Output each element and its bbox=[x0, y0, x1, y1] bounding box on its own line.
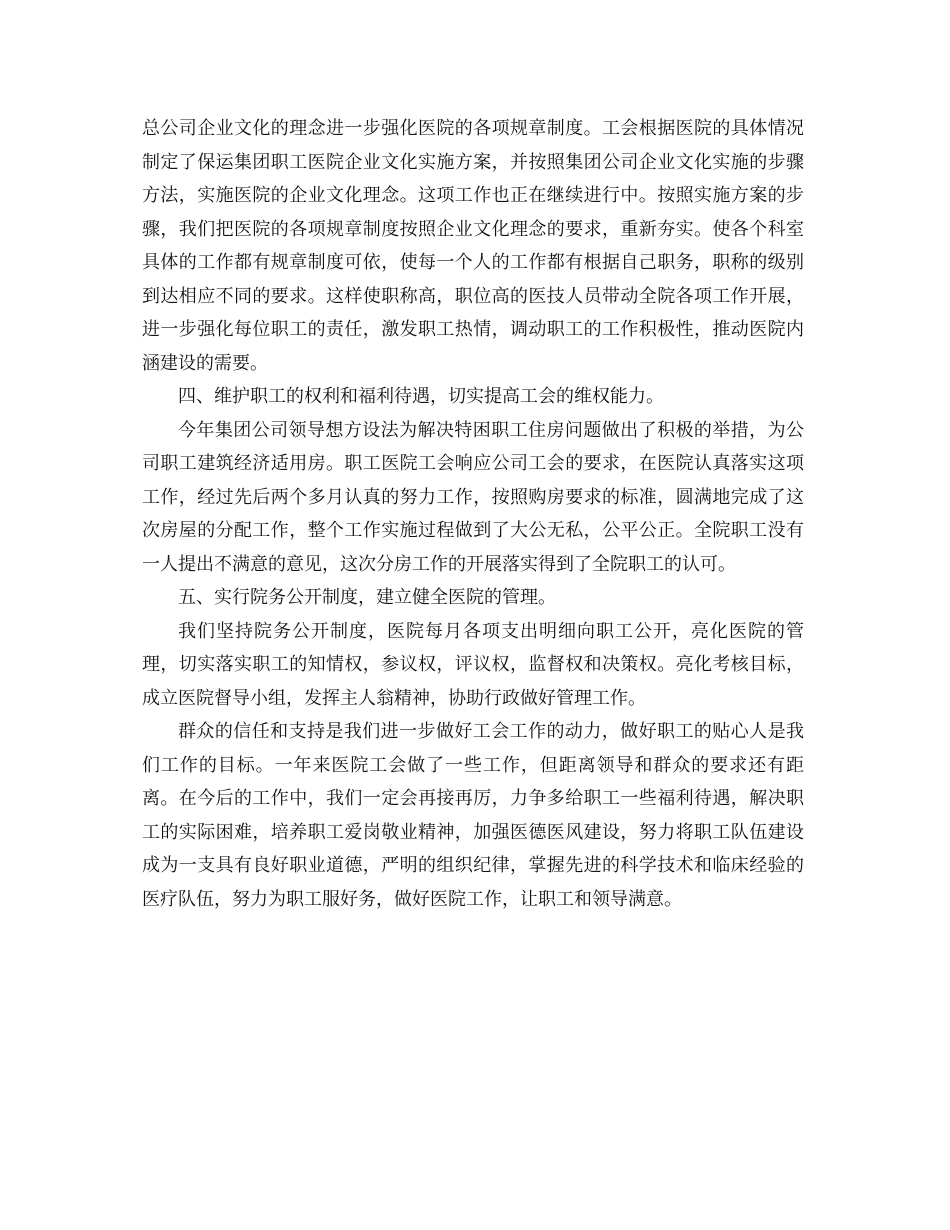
document-body bbox=[142, 112, 804, 916]
paragraph-housing: 今年集团公司领导想方设法为解决特困职工住房问题做出了积极的举措，为公司职工建筑经济适用房。职工医院工会响应公司工会的要求，在医院认真落实这项工作，经过先后两个多月认真的努力工作，按照购房要求的标准，圆满地完成了这次房屋的分配工作，整个工作实施过程做到了大公无私，公平公正。全院职工没有一人提出不满意的意见，这次分房工作的开展落实得到了全院职工的认可。 bbox=[142, 419, 804, 575]
paragraph-conclusion: 群众的信任和支持是我们进一步做好工会工作的动力，做好职工的贴心人是我们工作的目标。一年来医院工会做了一些工作，但距离领导和群众的要求还有距离。在今后的工作中，我们一定会再接再厉，力争多给职工一些福利待遇，解决职工的实际困难，培养职工爱岗敬业精神，加强医德医风建设，努力将职工队伍建设成为一支具有良好职业道德，严明的组织纪律，掌握先进的科学技术和临床经验的医疗队伍，努力为职工服好务，做好医院工作，让职工和领导满意。 bbox=[142, 721, 804, 910]
section-heading-five: 五、实行院务公开制度，建立健全医院的管理。 bbox=[178, 587, 556, 608]
paragraph-continued: 总公司企业文化的理念进一步强化医院的各项规章制度。工会根据医院的具体情况制定了保运集团职工医院企业文化实施方案，并按照集团公司企业文化实施的步骤方法，实施医院的企业文化理念。这项工作也正在继续进行中。按照实施方案的步骤，我们把医院的各项规章制度按照企业文化理念的要求，重新夯实。使各个科室具体的工作都有规章制度可依，使每一个人的工作都有根据自己职务，职称的级别到达相应不同的要求。这样使职称高，职位高的医技人员带动全院各项工作开展，进一步强化每位职工的责任，激发职工热情，调动职工的工作积极性，推动医院内涵建设的需要。 bbox=[142, 118, 804, 374]
section-heading-four: 四、维护职工的权利和福利待遇，切实提高工会的维权能力。 bbox=[178, 386, 664, 407]
paragraph-transparency: 我们坚持院务公开制度，医院每月各项支出明细向职工公开，亮化医院的管理，切实落实职工的知情权，参议权，评议权，监督权和决策权。亮化考核目标，成立医院督导小组，发挥主人翁精神，协助行政做好管理工作。 bbox=[142, 620, 804, 709]
